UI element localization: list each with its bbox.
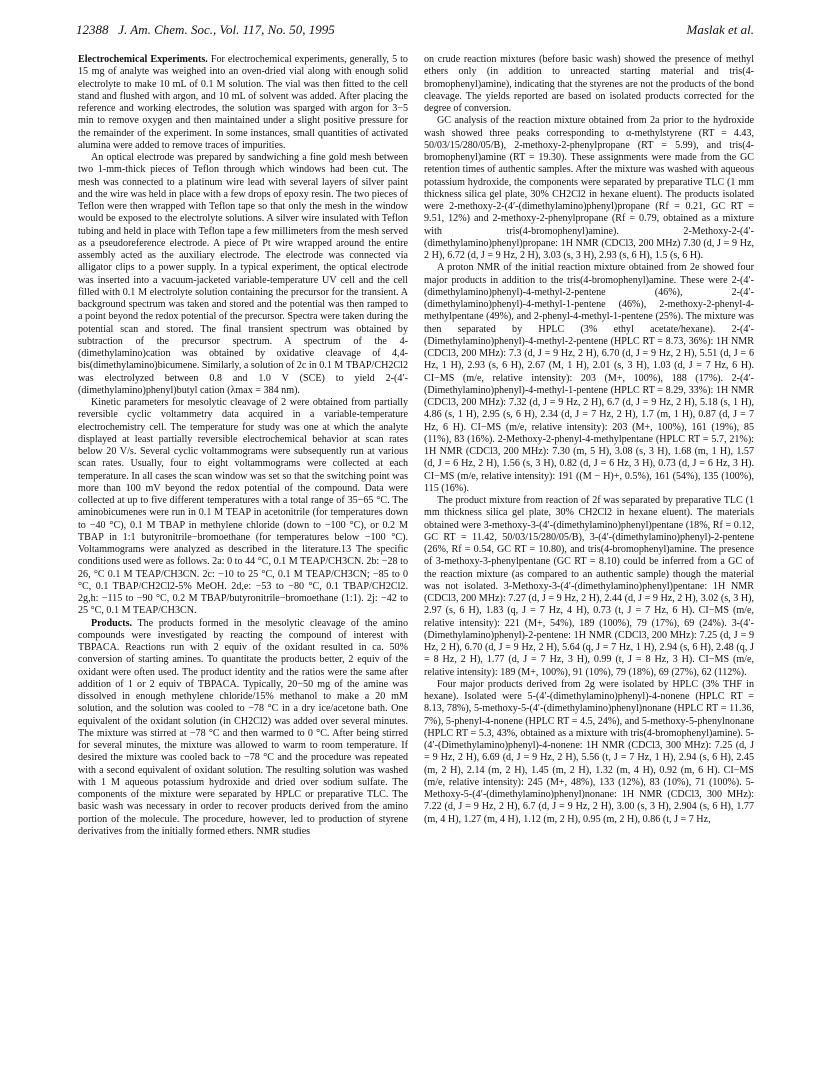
paragraph-electrochemical-experiments <box>78 54 408 152</box>
authors: Maslak et al. <box>686 22 754 37</box>
run-in-heading: Products. <box>91 617 133 629</box>
paragraph-products-2g: Four major products derived from 2g were isolated by HPLC (3% THF in hexane). Isolated were 5-(4′-(dimethylamino)phenyl)-4-nonene (HPLC RT = 8.13, 78%), 5-methoxy-5-(4′-(dimethylamino)phenyl)nonane (HPLC RT = 11.36, 7%), 5-phenyl-4-nonene (HPLC RT = 4.5, 24%), and 5-methoxy-5-phenylnonane (HPLC RT = 5.3, 43%, obtained as a mixture with tris(4-bromophenyl)amine). 5-(4′-(Dimethylamino)phenyl)-4-nonene: 1H NMR (CDCl3, 300 MHz): 7.25 (d, J = 9 Hz, 2 H), 6.69 (d, J = 9 Hz, 2 H), 5.56 (t, J = 7 Hz, 1 H), 2.94 (s, 6 H), 2.45 (m, 2 H), 2.14 (m, 2 H), 1.45 (m, 2 H), 1.32 (m, 4 H), 0.92 (m, 6 H). CI−MS (m/e, relative intensity): 245 (M+, 48%), 133 (12%), 83 (10%), 71 (100%). 5-Methoxy-5-(4′-(dimethylamino)phenyl)nonane: 1H NMR (CDCl3, 300 MHz): 7.22 (d, J = 9 Hz, 2 H), 6.7 (d, J = 9 Hz, 2 H), 3.00 (s, 3 H), 2.904 (s, 6 H), 1.77 (m, 4 H), 1.27 (m, 4 H), 1.12 (m, 2 H), 0.95 (m, 2 H), 0.86 (t, J = 7 Hz, <box>424 678 754 825</box>
left-column <box>78 54 408 1054</box>
paragraph-text: Kinetic parameters for mesolytic cleavage of 2 were obtained from partially reversible cyclic voltammetry data acquired in a variable-temperature electrochemistry cell. The temperature for study was one at which the analyte displayed at least partially reversible electrochemical behavior at scan rates below 20 V/s. Several cyclic voltammograms were subsequently run at various scan rates. Usually, four to eight voltammograms were collected at each temperature. In all cases the scan window was set so that the switching point was more than 100 mV beyond the redox potential of the compound. Data were collected at up to five different temperatures with a total range of 35−65 °C. The aminobicumenes were run in 0.1 M TEAP in acetonitrile (for temperatures down to −40 °C), 0.1 M TBAP in methylene chloride (down to −100 °C), or 0.2 M TBAP in 1:1 butyronitrile−bromoethane (for temperatures below −100 °C). Voltammograms were analyzed as described in the literature.13 The specific conditions used were as follows. 2a: 0 to 44 °C, 0.1 M TEAP/CH3CN. 2b: −28 to 26, °C 0.1 M TEAP/CH3CN. 2c: −10 to 25 °C, 0.1 M TEAP/CH3CN; −85 to 0 °C, 0.1 TBAP/CH2Cl2-5% MeOH. 2d,e: −53 to −80 °C, 0.1 TBAP/CH2Cl2. 2g,h: −115 to −90 °C, 0.2 M TBAP/butyronitrile−bromoethane (1:1). 2j: −42 to 25 °C, 0.1 M TEAP/CH3CN. <box>78 397 408 617</box>
paragraph-nmr-2e: A proton NMR of the initial reaction mixture obtained from 2e showed four major products in addition to the tris(4-bromophenyl)amine. These were 2-(4′-(dimethylamino)phenyl)-4-methyl-2-pentene (46%), 2-(4′-(dimethylamino)phenyl)-4-methyl-1-pentene (46%), 2-methoxy-2-phenyl-4-methylpentane (49%), and 2-phenyl-4-methyl-1-pentene (25%). The mixture was then separated by HPLC (3% ethyl acetate/hexane). 2-(4′-(Dimethylamino)phenyl)-4-methyl-2-pentene (HPLC RT = 8.73, 36%): 1H NMR (CDCl3, 200 MHz): 7.3 (d, J = 9 Hz, 2 H), 6.70 (d, J = 9 Hz, 2 H), 5.51 (d, J = 6 Hz, 1 H), 2.93 (s, 6 H), 2.67 (M, 1 H), 2.01 (s, 3 H), 1.03 (d, J = 7 Hz, 6 H). CI−MS (m/e, relative intensity): 203 (M+, 100%), 188 (17%). 2-(4′-(Dimethylamino)phenyl)-4-methyl-1-pentene (HPLC RT = 8.29, 33%): 1H NMR (CDCl3, 200 MHz): 7.32 (d, J = 9 Hz, 2 H), 6.7 (d, J = 9 Hz, 2 H), 5.18 (s, 1 H), 4.86 (s, 1 H), 2.95 (s, 6 H), 2.34 (d, J = 7 Hz, 2 H), 1.7 (m, 1 H), 0.87 (d, J = 7 Hz, 6 H). CI−MS (m/e, relative intensity): 203 (M+, 100%), 161 (19%), 85 (11%), 83 (16%). 2-Methoxy-2-phenyl-4-methylpentane (HPLC RT = 5.7, 21%): 1H NMR (CDCl3, 200 MHz): 7.30 (m, 5 H), 3.08 (s, 3 H), 1.68 (m, 1 H), 1.57 (d, J = 6 Hz, 2 H), 1.56 (s, 3 H), 0.82 (d, J = 6 Hz, 3 H), 0.73 (d, J = 6 Hz, 3 H). CI−MS (m/e, relative intensity): 191 ((M − H)+, 0.5%), 161 (54%), 135 (100%), 115 (16%). <box>424 262 754 494</box>
journal-citation: J. Am. Chem. Soc., Vol. 117, No. 50, 1995 <box>118 22 335 37</box>
page-number-and-journal <box>76 22 335 38</box>
paragraph-products <box>78 618 408 839</box>
paragraph-gc-analysis-2a: GC analysis of the reaction mixture obtained from 2a prior to the hydroxide wash showed three peaks corresponding to α-methylstyrene (RT = 4.43, 50/03/15/280/05/B), 2-methoxy-2-phenylpropane (RT = 5.99), and tris(4-bromophenyl)amine (RT = 19.30). These assignments were made from the GC retention times of authentic samples. After the mixture was washed with aqueous potassium hydroxide, the components were separated by preparative TLC (1 mm thickness silica gel plate, 30% CH2Cl2 in hexane eluent). The products isolated were 2-methoxy-2-(4′-(dimethylamino)phenyl)propane (Rf = 0.21, GC RT = 9.51, 12%) and 2-methoxy-2-phenylpropane (Rf = 0.79, obtained as a mixture with tris(4-bromophenyl)amine). 2-Methoxy-2-(4′-(dimethylamino)phenyl)propane: 1H NMR (CDCl3, 200 MHz) 7.30 (d, J = 9 Hz, 2 H), 6.72 (d, J = 9 Hz, 2 H), 3.03 (s, 3 H), 2.93 (s, 6 H), 1.5 (s, 6 H). <box>424 115 754 261</box>
paragraph-products-2f: The product mixture from reaction of 2f was separated by preparative TLC (1 mm thickness silica gel plate, 30% CH2Cl2 in hexane eluent). The materials obtained were 3-methoxy-3-(4′-(dimethylamino)phenyl)pentane (18%, Rf = 0.12, GC RT = 11.42, 50/03/15/280/05/B), 3-(4′-(dimethylamino)phenyl)-2-pentene (26%, Rf = 0.54, GC RT = 10.80), and tris(4-bromophenyl)amine. The presence of 3-methoxy-3-phenylpentane (GC RT = 8.10) could be inferred from a GC of the reaction mixture (as compared to an authentic sample) though the material was not isolated. 3-Methoxy-3-(4′-(dimethylamino)phenyl)pentane: 1H NMR (CDCl3, 200 MHz): 7.27 (d, J = 9 Hz, 2 H), 2.44 (d, J = 9 Hz, 2 H), 3.02 (s, 3 H), 2.97 (s, 6 H), 1.83 (q, J = 7 Hz, 4 H), 0.73 (t, J = 7 Hz, 6 H). CI−MS (m/e, relative intensity): 221 (M+, 54%), 189 (100%), 79 (17%), 69 (24%). 3-(4′-(Dimethylamino)phenyl)-2-pentene: 1H NMR (CDCl3, 200 MHz): 7.25 (d, J = 9 Hz, 2 H), 6.70 (d, J = 9 Hz, 2 H), 5.64 (q, J = 7 Hz, 1 H), 2.94 (s, 6 H), 2.48 (q, J = 8 Hz, 2 H), 1.77 (d, J = 7 Hz, 3 H), 0.99 (t, J = 8 Hz, 3 H). CI−MS (m/e, relative intensity): 189 (M+, 100%), 91 (10%), 79 (18%), 69 (27%), 62 (112%). <box>424 495 754 678</box>
paragraph-text: The products formed in the mesolytic cleavage of the amino compounds were investigated by reacting the compound of interest with TBPACA. Reactions run with 2 equiv of the oxidant resulted in ca. 50% conversion of starting amines. To quantitate the products better, 2 equiv of the oxidant were often used. The product identity and the ratios were the same after addition of 1 or 2 equiv of TBPACA. Typically, 20−50 mg of the amine was dissolved in enough methylene chloride/15% methanol to make a 20 mM solution, and the solution was cooled to −78 °C in a dry ice/acetone bath. One equivalent of the oxidant solution (in CH2Cl2) was added over several minutes. The mixture was stirred at −78 °C and then warmed to 0 °C. After being stirred for several minutes, the mixture was allowed to warm to room temperature. If desired the mixture was cooled back to −78 °C and the procedure was repeated with a second equivalent of oxidant solution. The resulting solution was washed with 1 M aqueous potassium hydroxide and dried over sodium sulfate. The components of the mixture were separated by HPLC or preparative TLC. The basic wash was necessary in order to recover products derived from the amino portion of the molecule. The procedure, however, led to production of styrene derivatives from the initially formed ethers. NMR studies <box>78 617 408 837</box>
right-column <box>424 54 754 1054</box>
paragraph-text: For electrochemical experiments, generally, 5 to 15 mg of analyte was weighed into an oven-dried vial along with enough solid electrolyte to make 10 mL of 0.1 M solution. The vial was then fitted to the cell stand and flushed with argon, and 10 mL of solvent was added. After placing the reference and working electrodes, the solution was sparged with argon for 3−5 min to remove oxygen and then maintained under a slight positive pressure for the remainder of the experiment. In some instances, small quantities of activated alumina were added to remove traces of impurities. <box>78 54 408 151</box>
run-in-heading: Electrochemical Experiments. <box>78 54 208 65</box>
paragraph-kinetic-parameters <box>78 397 408 618</box>
paragraph-text: An optical electrode was prepared by sandwiching a fine gold mesh between two 1-mm-thick pieces of Teflon through which windows had been cut. The mesh was connected to a platinum wire lead with several layers of silver paint and the wire was held in place with a few drops of epoxy resin. The two pieces of Teflon were then wrapped with Teflon tape so that only the mesh in the window would be exposed to the electrolyte solutions. A silver wire insulated with Teflon tubing and held in place with Teflon tape a few millimeters from the mesh served as a pseudoreference electrode. A piece of Pt wire wrapped around the entire assembly acted as the auxiliary electrode. The electrode was connected via alligator clips to a power supply. In a typical experiment, the optical electrode was inserted into a vacuum-jacketed variable-temperature UV cell and the cell filled with 0.1 M electrolyte solution containing the precursor for the transient. A background spectrum was taken and stored and the potential was then ramped to a point beyond the redox potential of the precursor. Spectra were taken during the potential scan and stored. The final transient spectrum was obtained by subtraction of the precursor spectrum. A spectrum of the 4-(dimethylamino)cation was obtained by oxidative cleavage of 4,4-bis(dimethylamino)bicumene. Similarly, a solution of 2c in 0.1 M TBAP/CH2Cl2 was electrolyzed between 0.8 and 1.0 V (SCE) to yield 2-(4′-(dimethylamino)phenyl)butyl cation (λmax = 384 nm). <box>78 152 408 396</box>
paragraph-optical-electrode <box>78 152 408 397</box>
running-header <box>76 18 754 40</box>
paragraph-continued: on crude reaction mixtures (before basic wash) showed the presence of methyl ethers only (in addition to unreacted starting material and tris(4-bromophenyl)amine), indicating that the styrenes are not the products of the bond cleavage. The yields reported are based on isolated products corrected for the degree of conversion. <box>424 54 754 114</box>
page-number: 12388 <box>76 22 109 37</box>
